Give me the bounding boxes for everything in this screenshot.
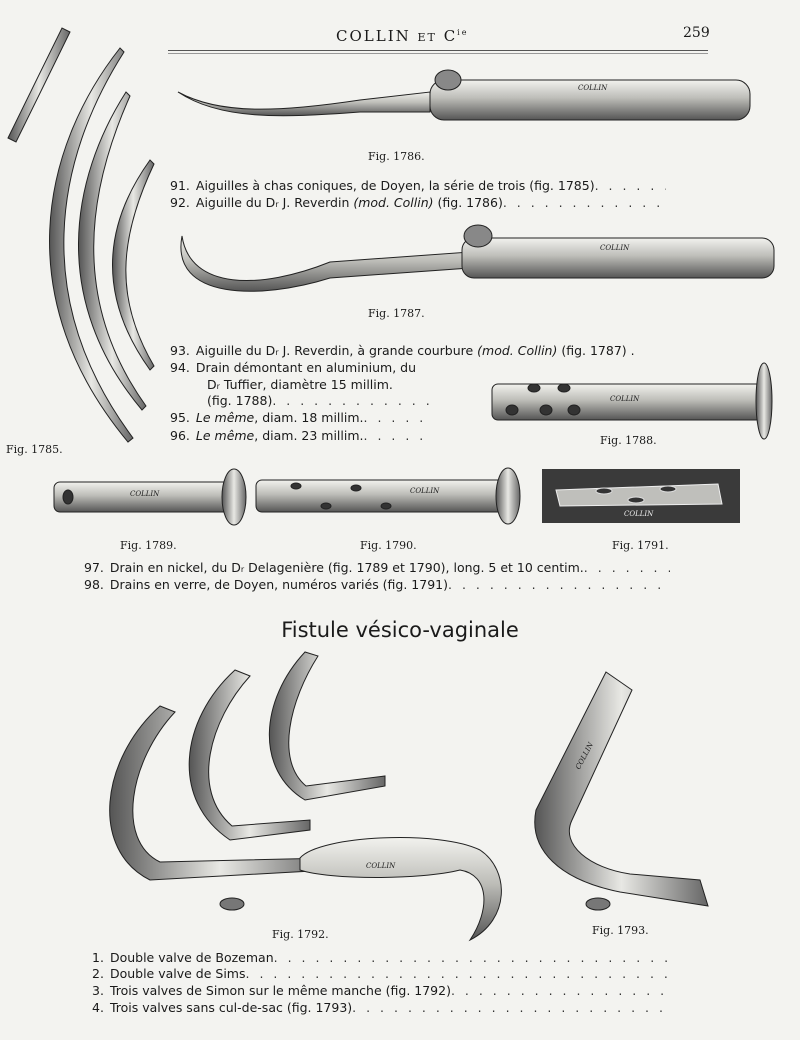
item-92: 92. Aiguille du D r J. Reverdin (mod. Collin) (fig. 1786) . . .	[170, 195, 666, 210]
caption-fig-1786: Fig. 1786.	[368, 150, 425, 163]
reverdin-needle-1787	[181, 225, 774, 291]
reverdin-needle-1786	[178, 70, 750, 120]
engraving-1787: COLLIN	[600, 244, 630, 252]
item-97: 97. Drain en nickel, du D r Delagenière (fig. 1789 et 1790), long. 5 et 10 centim. . . .	[84, 560, 670, 575]
engraving-1789: COLLIN	[130, 490, 160, 498]
caption-fig-1793: Fig. 1793.	[592, 924, 649, 937]
item-98: 98. Drains en verre, de Doyen, numéros variés (fig. 1791) . . .	[84, 577, 670, 592]
caption-fig-1785: Fig. 1785.	[6, 443, 63, 456]
list2-item-1: 1. Double valve de Bozeman . . .	[92, 950, 672, 965]
brand-name: COLLIN	[336, 27, 411, 45]
needles-1785	[8, 28, 154, 442]
engraving-1788: COLLIN	[610, 395, 640, 403]
list2-item-2: 2. Double valve de Sims . . .	[92, 966, 672, 981]
item-96: 96. Le même , diam. 23 millim. . . .	[170, 428, 433, 443]
drain-1790	[256, 468, 520, 524]
item-94: 94. Drain démontant en aluminium, du	[170, 360, 417, 375]
page-number: 259	[683, 25, 710, 41]
caption-fig-1789: Fig. 1789.	[120, 539, 177, 552]
item-91-text: Aiguilles à chas coniques, de Doyen, la série de trois (fig. 1785)	[195, 178, 595, 193]
list2-item-4: 4. Trois valves sans cul-de-sac (fig. 1793) . . .	[92, 1000, 672, 1015]
list2-item-3: 3. Trois valves de Simon sur le même manche (fig. 1792) . . .	[92, 983, 672, 998]
caption-fig-1791: Fig. 1791.	[612, 539, 669, 552]
needle-eye-piece	[8, 28, 70, 142]
engraving-1791: COLLIN	[624, 510, 654, 518]
caption-fig-1792: Fig. 1792.	[272, 928, 329, 941]
engraving-1786: COLLIN	[578, 84, 608, 92]
section-title: Fistule vésico-vaginale	[281, 618, 519, 642]
caption-fig-1788: Fig. 1788.	[600, 434, 657, 447]
speculum-valves-1792	[110, 652, 502, 940]
item-91: 91. Aiguilles à chas coniques, de Doyen, la série de trois (fig. 1785) . . .	[170, 178, 666, 193]
engraving-1793: COLLIN	[574, 741, 596, 771]
item-94-fig: (fig. 1788) . . .	[207, 393, 433, 408]
engraving-1790: COLLIN	[410, 487, 440, 495]
item-95: 95. Le même , diam. 18 millim. . . .	[170, 410, 433, 425]
needle-small	[113, 160, 155, 370]
brand-et: ET	[417, 31, 437, 44]
speculum-valve-1793	[535, 672, 708, 910]
caption-fig-1790: Fig. 1790.	[360, 539, 417, 552]
item-94-cont: D r Tuffier, diamètre 15 millim.	[207, 377, 393, 392]
engraving-1792: COLLIN	[366, 862, 396, 870]
caption-fig-1787: Fig. 1787.	[368, 307, 425, 320]
brand-cie-sup: ie	[457, 28, 469, 37]
brand-cie: C	[443, 27, 458, 45]
item-93: 93. Aiguille du D r J. Reverdin, à grande courbure (mod. Collin) (fig. 1787) .	[170, 343, 635, 358]
